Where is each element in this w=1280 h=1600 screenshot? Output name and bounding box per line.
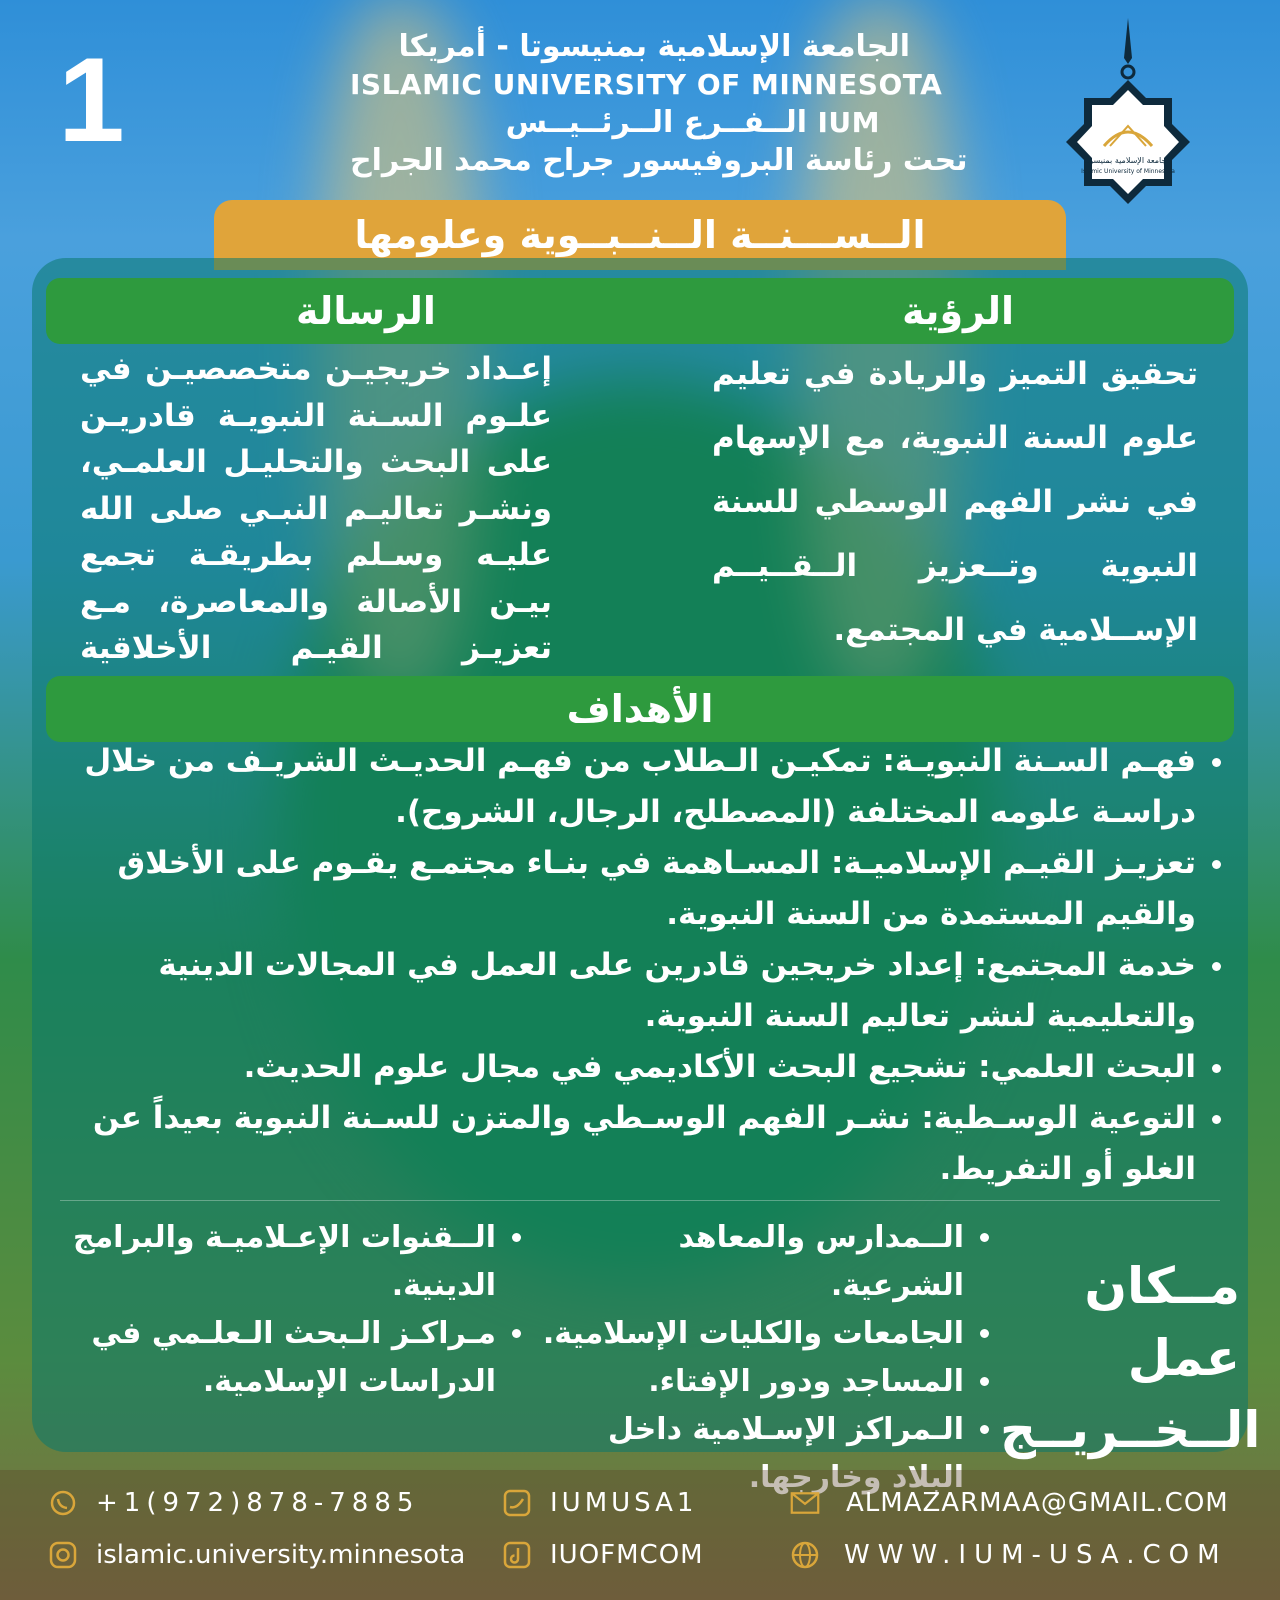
workplaces-list-2 (36, 1214, 524, 1406)
instagram-contact[interactable] (48, 1540, 465, 1570)
workplaces-heading-line2: الــخــريــج (1000, 1401, 1261, 1459)
goal-item: • خدمة المجتمع: إعداد خريجين قادرين على العمل في المجالات الدينية والتعليمية لنشر تعاليم السنة النبوية. (56, 940, 1196, 1042)
vision-heading: الرؤية (902, 289, 1014, 333)
goals-bar (46, 676, 1234, 742)
workplace-item: • الــقنوات الإعـلاميـة والبرامج الدينية. (36, 1214, 496, 1310)
phone-text: +1(972)878-7885 (96, 1488, 420, 1518)
instagram-icon (48, 1540, 78, 1570)
twitter-text: IUMUSA1 (550, 1488, 698, 1518)
page-title: الــســـنــة الــنــبــوية وعلومها (214, 200, 1066, 270)
header-presidency: تحت رئاسة البروفيسور جراح محمد الجراح (350, 143, 968, 178)
header-branch (350, 104, 910, 142)
globe-icon (790, 1540, 820, 1570)
website-contact[interactable] (790, 1540, 1228, 1570)
twitter-icon (502, 1488, 532, 1518)
workplace-item: • الـمراكز الإسـلامية داخل البلاد وخارجها. (536, 1406, 964, 1502)
vision-mission-bar (46, 278, 1234, 344)
whatsapp-icon (48, 1488, 78, 1518)
header-arabic-name: الجامعة الإسلامية بمنيسوتا - أمريكا (398, 29, 910, 64)
workplace-item: • المساجد ودور الإفتاء. (536, 1358, 964, 1406)
page-number: 1 (58, 33, 125, 167)
goal-item: • التوعية الوسـطية: نشـر الفهم الوسـطي والمتزن للسـنة النبوية بعيداً عن الغلو أو التفريط. (56, 1093, 1196, 1195)
instagram-text: islamic.university.minnesota (96, 1540, 466, 1570)
header-branch-en: IUM (817, 106, 880, 139)
tiktok-contact[interactable] (502, 1540, 704, 1570)
goals-list (56, 736, 1224, 1195)
workplace-item: • الجامعات والكليات الإسلامية. (536, 1310, 964, 1358)
workplaces-heading-line1: مــكان عمل (1084, 1257, 1240, 1387)
goal-item: • تعزيـز القيـم الإسلاميـة: المسـاهمة في بنـاء مجتمـع يقـوم على الأخلاق والقيم المستمدة من السنة النبوية. (56, 838, 1196, 940)
workplaces-list-1 (536, 1214, 992, 1502)
goal-item: • فهـم السـنة النبويـة: تمكيـن الـطلاب من فهـم الحديـث الشريـف من خلال دراسـة علومه المختلفة (المصطلح، الرجال، الشروح). (56, 736, 1196, 838)
goals-heading: الأهداف (566, 687, 714, 731)
workplaces-heading (1000, 1250, 1261, 1466)
phone-contact[interactable] (48, 1488, 419, 1518)
university-header (350, 28, 968, 180)
envelope-icon (790, 1488, 820, 1518)
section-divider (60, 1200, 1220, 1201)
email-contact[interactable] (790, 1488, 1229, 1518)
logo-text-en: Islamic University of Minnesota (1081, 168, 1175, 175)
workplace-item: • مـراكـز الـبحث الـعلـمي في الدراسات الإسلامية. (36, 1310, 496, 1406)
header-english-name: ISLAMIC UNIVERSITY OF MINNESOTA (350, 68, 943, 101)
mission-text: إعـداد خريجيـن متخصصيـن في علـوم السـنة النبويـة قادريـن على البحث والتحليـل العلمـي، ونشـر تعاليـم النبـي صلى الله عليـه وسـلم بطريقـة تجمع بيـن الأصالة والمعاصرة، مـع تعزيـز القيـم الأخلاقية (80, 351, 552, 666)
vision-text: تحقيق التميز والريادة في تعليم علوم السنة النبوية، مع الإسهام في نشر الفهم الوسطي للسنة النبوية وتــعزيز الــقــيــم الإســلامية في المجتمع. (712, 356, 1198, 648)
goal-item: • البحث العلمي: تشجيع البحث الأكاديمي في مجال علوم الحديث. (56, 1042, 1196, 1093)
tiktok-text: IUOFMCOM (550, 1540, 704, 1570)
website-text: WWW.IUM-USA.COM (844, 1540, 1228, 1570)
mission-heading: الرسالة (296, 289, 436, 333)
header-branch-ar: الــفــرع الــرئــيــس (505, 105, 808, 140)
university-logo (1058, 18, 1198, 218)
twitter-contact[interactable] (502, 1488, 697, 1518)
logo-text-ar: الجامعة الإسلامية بمنيسوتا (1084, 156, 1172, 165)
workplace-item: • الــمدارس والمعاهد الشرعية. (536, 1214, 964, 1310)
email-text: ALMAZARMAA@GMAIL.COM (846, 1488, 1229, 1518)
tiktok-icon (502, 1540, 532, 1570)
